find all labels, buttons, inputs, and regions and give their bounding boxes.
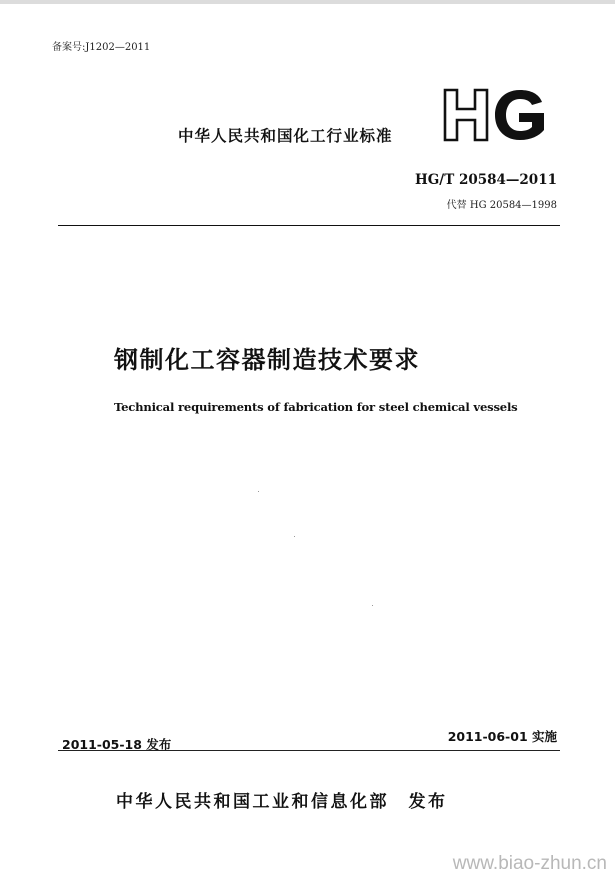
footer-divider — [58, 750, 560, 751]
watermark: www.biao-zhun.cn — [452, 853, 607, 874]
implementation-date: 2011-06-01 实施 — [447, 729, 557, 744]
document-title-english: Technical requirements of fabrication for steel chemical vessels — [114, 400, 518, 414]
standard-number: HG/T 20584—2011 — [414, 172, 557, 188]
issue-date: 2011-05-18 发布 — [62, 737, 172, 752]
document-title-chinese: 钢制化工容器制造技术要求 — [114, 346, 420, 374]
scan-speck — [372, 605, 373, 606]
scan-speck — [258, 491, 259, 492]
scan-speck — [294, 536, 295, 537]
header-divider — [58, 225, 560, 226]
publisher: 中华人民共和国工业和信息化部 发布 — [116, 792, 448, 812]
standard-type: 中华人民共和国化工行业标准 — [178, 127, 393, 145]
record-number: 备案号:J1202—2011 — [52, 42, 151, 53]
replaces-standard: 代替 HG 20584—1998 — [446, 200, 557, 211]
hg-logo — [442, 88, 552, 142]
